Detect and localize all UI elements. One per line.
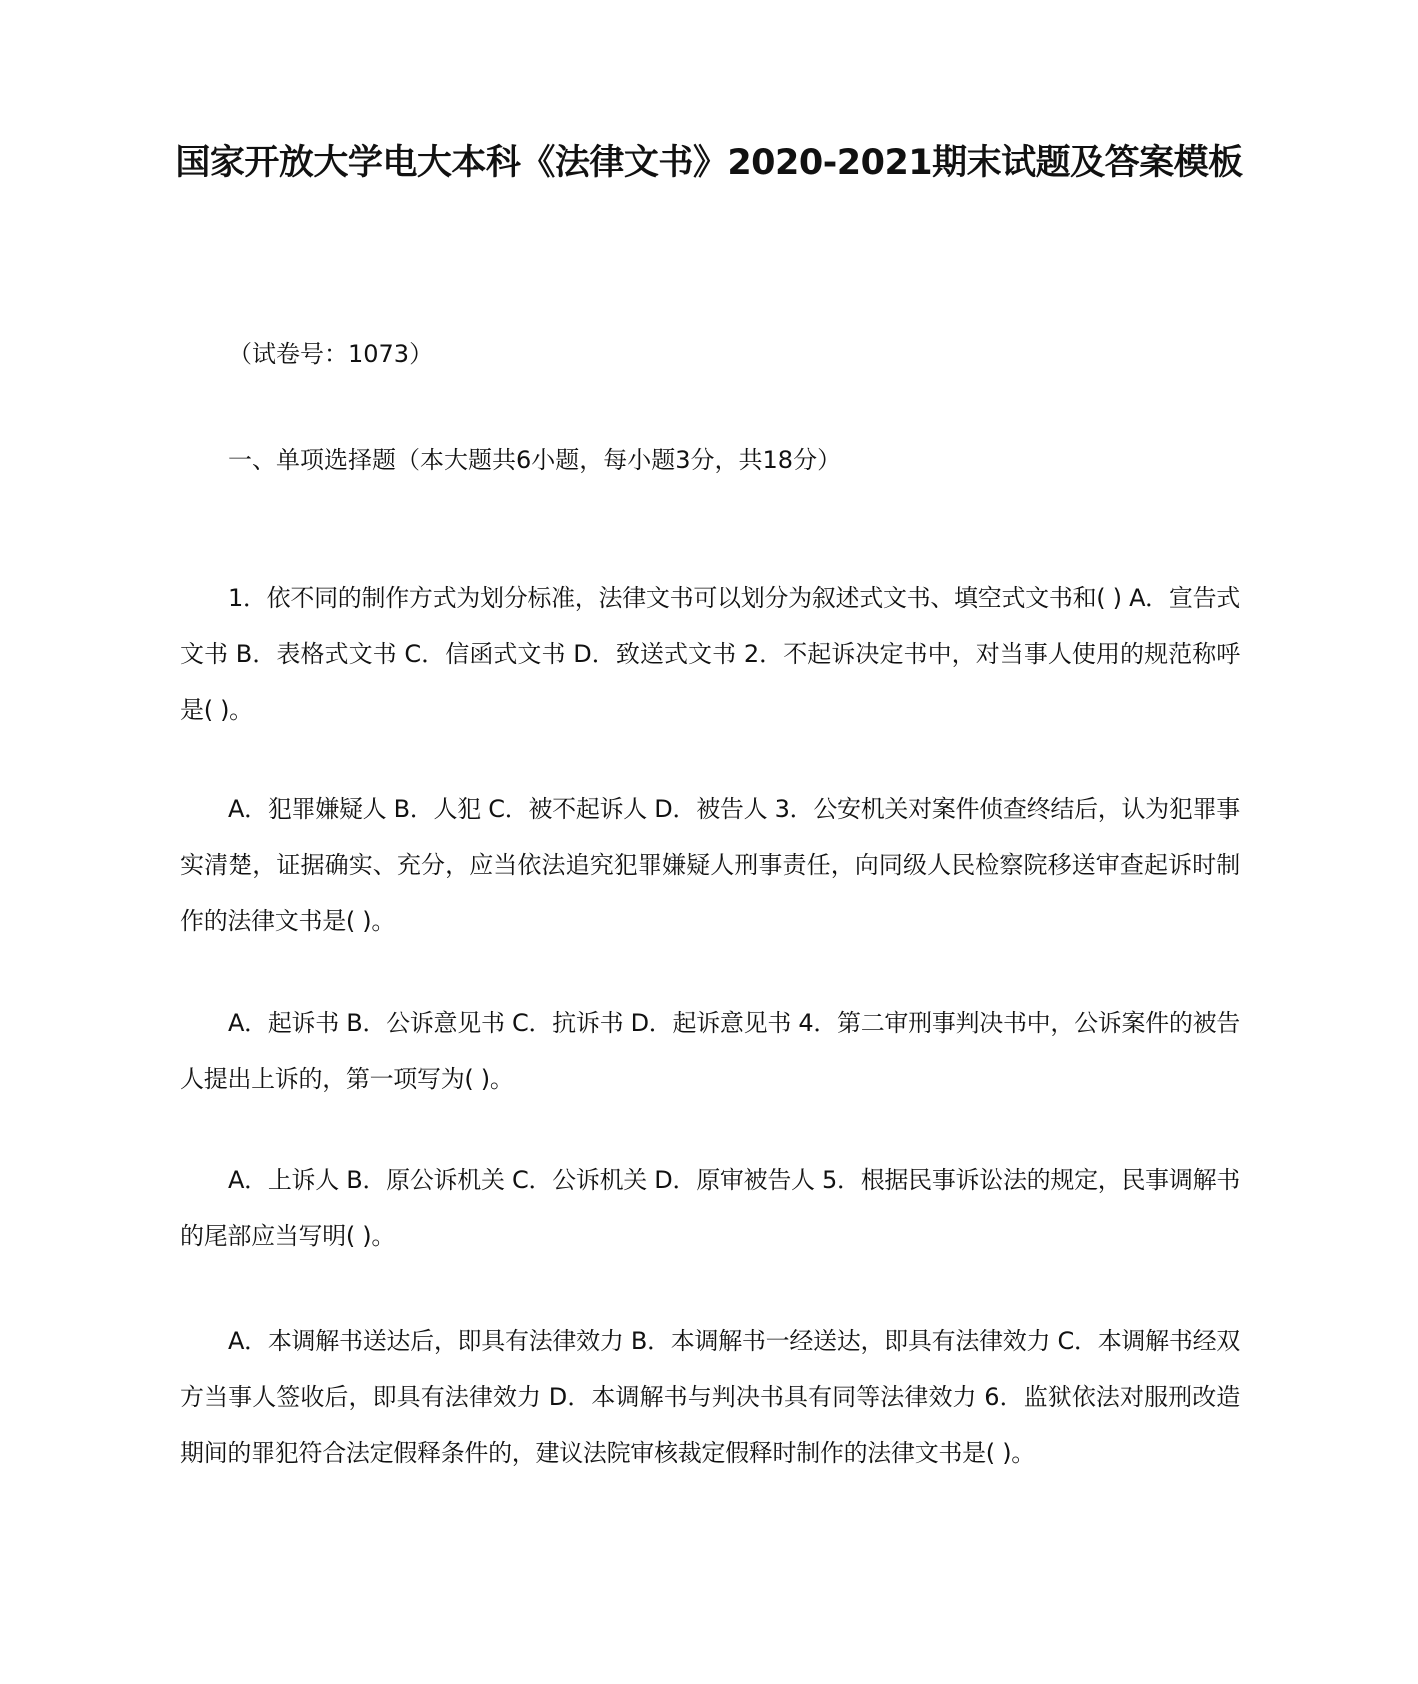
exam-number: （试卷号：1073） [228,340,434,368]
section-heading: 一、单项选择题（本大题共6小题，每小题3分，共18分） [228,446,842,474]
question-paragraph-3: A．起诉书 B．公诉意见书 C．抗诉书 D．起诉意见书 4．第二审刑事判决书中，公诉案件的被告人提出上诉的，第一项写为( )。 [180,1009,1240,1093]
question-paragraph-5: A．本调解书送达后，即具有法律效力 B．本调解书一经送达，即具有法律效力 C．本调解书经双方当事人签收后，即具有法律效力 D．本调解书与判决书具有同等法律效力 6．监狱依法对服刑改造期间的罪犯符合法定假释条件的，建议法院审核裁定假释时制作的法律文书是( )。 [180,1327,1240,1467]
question-paragraph-2: A．犯罪嫌疑人 B．人犯 C．被不起诉人 D．被告人 3．公安机关对案件侦查终结后，认为犯罪事实清楚，证据确实、充分，应当依法追究犯罪嫌疑人刑事责任，向同级人民检察院移送审查起诉时制作的法律文书是( )。 [180,795,1240,935]
question-paragraph-1: 1．依不同的制作方式为划分标准，法律文书可以划分为叙述式文书、填空式文书和( ) A．宣告式文书 B．表格式文书 C．信函式文书 D．致送式文书 2．不起诉决定书中，对当事人使用的规范称呼是( )。 [180,584,1240,724]
question-paragraph-4: A．上诉人 B．原公诉机关 C．公诉机关 D．原审被告人 5．根据民事诉讼法的规定，民事调解书的尾部应当写明( )。 [180,1166,1240,1250]
document-title: 国家开放大学电大本科《法律文书》2020-2021期末试题及答案模板 [175,143,1243,183]
